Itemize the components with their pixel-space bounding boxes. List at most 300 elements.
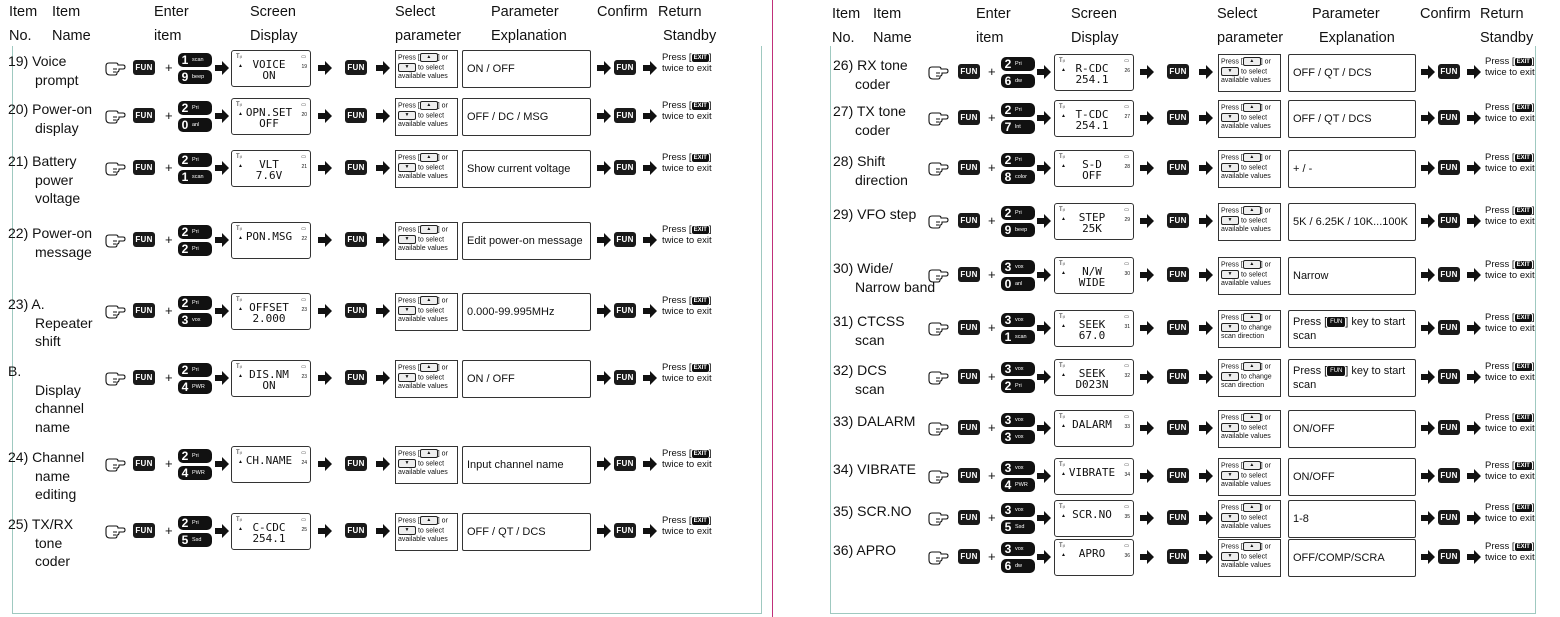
right-arrow-icon [1036,64,1052,80]
signal-icon: Tᵢₗ [1059,462,1065,468]
key-sublabel: Pri [192,246,199,252]
fun-key: FUN [345,456,367,471]
press-text: Press [ [1221,314,1243,322]
parameter-explanation [462,360,591,398]
fun-key: FUN [133,370,155,385]
press-text: Press [ [398,226,420,234]
or-text: ] or [437,154,448,162]
parameter-explanation [462,222,591,260]
number-key [178,313,212,327]
item-name-line [8,485,108,504]
battery-icon: ▭ [301,450,306,456]
lcd-line-2: 254.1 [1075,73,1109,86]
press-text: Press [ [398,54,420,62]
return-line: twice to exit [1485,323,1535,334]
select-instruction [395,293,458,331]
right-arrow-icon [1420,320,1436,336]
number-key [178,449,212,463]
right-arrow-icon [317,303,333,319]
select-instruction [395,360,458,398]
or-text: ] or [437,102,448,110]
down-arrow-icon: ▼ [1221,471,1239,480]
item-name-text: VFO step [857,206,917,222]
number-key [1001,430,1035,444]
or-text: ] or [1260,314,1271,322]
right-arrow-icon [1420,267,1436,283]
table-row [0,100,772,160]
right-arrow-icon [1036,320,1052,336]
lcd-screen [1054,203,1134,240]
number-key [178,533,212,547]
fun-key: FUN [133,523,155,538]
key-sublabel: vox [1015,465,1024,471]
lcd-triangle-icon: ▲ [1061,163,1066,169]
select-line [398,101,456,111]
select-line [1221,153,1279,163]
lcd-line-2: ON [262,379,276,392]
page-divider [772,0,773,617]
fun-key: FUN [345,232,367,247]
to-select-text: to select [1240,114,1268,122]
return-line [662,515,712,526]
right-arrow-icon [1466,510,1482,526]
right-arrow-icon [596,108,612,124]
item-name-line [8,243,108,262]
item-name-line [8,314,108,333]
values-text: available values [1221,225,1271,233]
item-name-line [833,121,938,140]
key-digit: 9 [1004,223,1012,237]
right-arrow-icon [317,108,333,124]
values-text: available values [398,382,448,390]
down-arrow-icon: ▼ [1221,423,1239,432]
battery-icon: ▭ [1124,154,1129,160]
return-bracket: ] [1531,312,1535,323]
right-arrow-icon [1198,110,1214,126]
confirm-fun-key: FUN [1438,160,1460,175]
select-instruction [1218,458,1281,496]
lcd-screen [231,293,311,330]
values-text: available values [1221,122,1271,130]
return-line: twice to exit [662,111,712,122]
item-name-line [833,102,938,121]
right-arrow-icon [596,523,612,539]
right-arrow-icon [1466,320,1482,336]
right-arrow-icon [642,456,658,472]
values-text: available values [1221,432,1271,440]
parameter-explanation [1288,257,1416,295]
select-line [1221,103,1279,113]
confirm-fun-key: FUN [614,160,636,175]
item-number: 28) [833,153,854,169]
item-name-line [833,502,938,521]
lcd-line-1: STEP [1078,211,1106,224]
right-arrow-icon [1198,213,1214,229]
return-line: twice to exit [1485,471,1535,482]
item-number: 31) [833,313,854,329]
parameter-explanation [1288,500,1416,538]
fun-key: FUN [345,160,367,175]
right-arrow-icon [214,108,230,124]
lcd-triangle-icon: ▲ [1061,323,1066,329]
item-name-line [8,399,108,418]
up-arrow-icon: ▲ [1243,313,1261,322]
right-arrow-icon [375,160,391,176]
up-arrow-icon: ▲ [1243,503,1261,512]
down-arrow-icon: ▼ [398,459,416,468]
header-confirm: Confirm [597,4,648,20]
item-name [8,52,108,89]
fun-key: FUN [958,267,980,282]
return-bracket: ] [1531,259,1535,270]
fun-key: FUN [1167,110,1189,125]
pointing-hand-icon [104,521,126,539]
item-name [8,295,108,351]
return-bracket: ] [1531,460,1535,471]
select-line [398,235,456,245]
pointing-hand-icon [927,367,949,385]
fun-key-icon: FUN [1327,317,1345,327]
press-text: Press [ [1221,414,1243,422]
key-sublabel: lnt [1015,124,1021,130]
right-arrow-icon [1036,549,1052,565]
key-digit: 9 [181,70,189,84]
press-text: Press [ [398,364,420,372]
pointing-hand-icon [104,230,126,248]
return-press: Press [ [662,448,692,459]
right-arrow-icon [596,160,612,176]
right-arrow-icon [1036,160,1052,176]
table-row [0,515,772,575]
key-digit: 4 [181,466,189,480]
right-arrow-icon [596,456,612,472]
key-digit: 2 [1004,206,1012,220]
right-arrow-icon [214,370,230,386]
return-bracket: ] [708,152,712,163]
right-arrow-icon [1036,468,1052,484]
lcd-screen [1054,257,1134,294]
right-arrow-icon [375,303,391,319]
fun-key: FUN [1167,320,1189,335]
item-name-text: power [35,171,74,188]
plus-sign: + [165,160,173,175]
key-sublabel: Pri [192,453,199,459]
key-sublabel: Pri [192,229,199,235]
lcd-line-2: 2.000 [252,312,286,325]
lcd-menu-number: 23 [301,307,307,313]
select-line [1221,57,1279,67]
item-name-text: channel [35,400,85,416]
return-line: twice to exit [662,306,712,317]
item-name-text: coder [855,121,891,138]
lcd-screen [1054,500,1134,537]
lcd-screen [1054,54,1134,91]
or-text: ] or [1260,104,1271,112]
fun-key: FUN [1167,468,1189,483]
item-name-text: Wide/ [857,260,893,276]
return-line [662,52,712,63]
explanation-line [1293,364,1405,378]
select-line [1221,423,1279,433]
press-text: Press [ [398,297,420,305]
right-arrow-icon [1036,267,1052,283]
down-arrow-icon: ▼ [1221,113,1239,122]
select-instruction [1218,54,1281,92]
item-name [833,102,938,139]
return-line: twice to exit [1485,163,1535,174]
item-name-text: tone [35,534,63,551]
number-key [178,153,212,167]
lcd-menu-number: 34 [1124,472,1130,478]
key-sublabel: Pri [192,105,199,111]
down-arrow-icon: ▼ [398,373,416,382]
item-name-text: coder [35,553,71,569]
item-name-line [833,171,938,190]
key-sublabel: scan [192,174,204,180]
signal-icon: Tᵢₗ [236,154,242,160]
explanation-part: ] key to start [1345,365,1406,377]
explanation-text: Edit power-on message [467,235,583,247]
right-table [818,0,1560,617]
battery-icon: ▭ [301,517,306,523]
select-instruction [1218,310,1281,348]
plus-sign: + [165,60,173,75]
return-press: Press [ [1485,312,1515,323]
down-arrow-icon: ▼ [1221,372,1239,381]
select-instruction [395,222,458,260]
fun-key: FUN [958,64,980,79]
right-arrow-icon [1139,320,1155,336]
exit-key: EXIT [1516,315,1530,321]
number-key [178,70,212,84]
confirm-fun-key: FUN [1438,468,1460,483]
return-instruction [1485,460,1535,482]
header-enter-item: Enter item [976,6,1011,46]
battery-icon: ▭ [1124,58,1129,64]
return-line: twice to exit [662,526,712,537]
pointing-hand-icon [927,62,949,80]
right-arrow-icon [375,370,391,386]
press-text: Press [ [1221,58,1243,66]
item-number: 29) [833,206,854,222]
item-name-line [8,100,108,119]
return-bracket: ] [1531,56,1535,67]
number-key [1001,478,1035,492]
select-line [398,153,456,163]
select-line [1221,552,1279,562]
item-name-text: scan [855,331,885,348]
lcd-menu-number: 32 [1124,373,1130,379]
return-press: Press [ [1485,152,1515,163]
pointing-hand-icon [104,454,126,472]
battery-icon: ▭ [301,226,306,232]
key-sublabel: beep [192,74,205,80]
lcd-line-1: PON.MSG [245,230,293,243]
return-press: Press [ [1485,361,1515,372]
values-text: available values [398,468,448,476]
return-instruction [662,100,712,122]
right-arrow-icon [596,232,612,248]
item-number: 21) [8,153,29,169]
key-digit: 3 [1004,413,1012,427]
values-text: available values [1221,76,1271,84]
or-text: ] or [437,226,448,234]
to-select-text: to select [1240,514,1268,522]
explanation-text: 5K / 6.25K / 10K...100K [1293,216,1408,228]
plus-sign: + [165,370,173,385]
item-name [8,100,108,137]
item-name-text: editing [35,486,77,502]
number-key [178,466,212,480]
confirm-fun-key: FUN [1438,549,1460,564]
return-instruction [1485,102,1535,124]
values-text: available values [1221,172,1271,180]
return-line: twice to exit [662,163,712,174]
right-arrow-icon [317,232,333,248]
lcd-triangle-icon: ▲ [238,306,243,312]
fun-key: FUN [958,320,980,335]
key-sublabel: PWR [192,470,205,476]
signal-icon: Tᵢₗ [236,54,242,60]
up-arrow-icon: ▲ [420,53,438,62]
key-digit: 3 [1004,313,1012,327]
right-arrow-icon [375,108,391,124]
key-sublabel: dw [1015,563,1023,569]
parameter-explanation [462,446,591,484]
confirm-fun-key: FUN [1438,213,1460,228]
lcd-menu-number: 31 [1124,324,1130,330]
confirm-fun-key: FUN [614,303,636,318]
lcd-line-2: 67.0 [1078,329,1106,342]
up-arrow-icon: ▲ [1243,542,1261,551]
item-name [833,361,938,398]
item-name-text: direction [855,171,908,188]
number-key [1001,277,1035,291]
pointing-hand-icon [104,368,126,386]
return-line [1485,102,1535,113]
number-key [178,225,212,239]
return-instruction [1485,259,1535,281]
select-instruction [395,150,458,188]
select-line [398,363,456,373]
parameter-explanation [462,50,591,88]
item-name-text: APRO [856,542,897,558]
right-arrow-icon [1420,64,1436,80]
return-line [662,362,712,373]
return-instruction [1485,361,1535,383]
header-return-standby: Return Standby [658,4,717,44]
number-key [178,118,212,132]
item-name-text: DALARM [857,413,916,429]
select-instruction [1218,500,1281,538]
select-line [398,53,456,63]
lcd-triangle-icon: ▲ [238,373,243,379]
return-line [662,224,712,235]
fun-key: FUN [958,160,980,175]
right-arrow-icon [1139,510,1155,526]
lcd-line-2: 7.6V [255,169,283,182]
select-line [398,296,456,306]
key-sublabel: vox [1015,546,1024,552]
return-press: Press [ [1485,502,1515,513]
item-number: 24) [8,449,29,465]
values-text: scan direction [1221,332,1265,340]
item-name-line [8,534,108,553]
item-name [8,362,108,436]
number-key [1001,57,1035,71]
down-arrow-icon: ▼ [398,163,416,172]
or-text: ] or [437,297,448,305]
header-parameter-explanation: Parameter Explanation [1312,6,1395,46]
plus-sign: + [165,523,173,538]
explanation-text: ON/OFF [1293,423,1335,435]
number-key [178,296,212,310]
fun-key: FUN [345,370,367,385]
lcd-line-2: D023N [1075,378,1109,391]
right-arrow-icon [1420,468,1436,484]
key-sublabel: Pri [1015,383,1022,389]
right-arrow-icon [1198,320,1214,336]
item-name-line [8,362,108,381]
confirm-fun-key: FUN [614,232,636,247]
down-arrow-icon: ▼ [1221,67,1239,76]
return-bracket: ] [1531,502,1535,513]
right-arrow-icon [1420,549,1436,565]
right-arrow-icon [1139,110,1155,126]
return-instruction [1485,152,1535,174]
right-arrow-icon [596,60,612,76]
plus-sign: + [988,549,996,564]
fun-key: FUN [958,369,980,384]
lcd-line-1: N/W [1082,265,1102,278]
return-bracket: ] [708,362,712,373]
item-name-text: voltage [35,190,81,206]
table-row [818,541,1560,601]
confirm-fun-key: FUN [1438,64,1460,79]
select-line [398,63,456,73]
fun-key: FUN [1167,64,1189,79]
select-instruction [1218,100,1281,138]
lcd-line-1: OFFSET [249,301,289,314]
key-sublabel: vox [192,317,201,323]
to-select-text: to select [1240,424,1268,432]
right-arrow-icon [1036,510,1052,526]
values-text: available values [398,535,448,543]
explanation-text: + / - [1293,163,1313,175]
exit-key: EXIT [693,155,707,161]
right-arrow-icon [1139,369,1155,385]
right-arrow-icon [1420,369,1436,385]
number-key [178,380,212,394]
pointing-hand-icon [927,508,949,526]
item-name-line [833,152,938,171]
or-text: ] or [1260,363,1271,371]
signal-icon: Tᵢₗ [1059,504,1065,510]
lcd-triangle-icon: ▲ [1061,372,1066,378]
return-bracket: ] [708,448,712,459]
select-line [398,111,456,121]
item-name-line [8,332,108,351]
explanation-text: 1-8 [1293,513,1309,525]
number-key [1001,120,1035,134]
parameter-explanation [1288,458,1416,496]
plus-sign: + [988,468,996,483]
return-bracket: ] [1531,541,1535,552]
return-instruction [1485,541,1535,563]
lcd-menu-number: 19 [301,64,307,70]
return-line [662,100,712,111]
select-line [1221,216,1279,226]
